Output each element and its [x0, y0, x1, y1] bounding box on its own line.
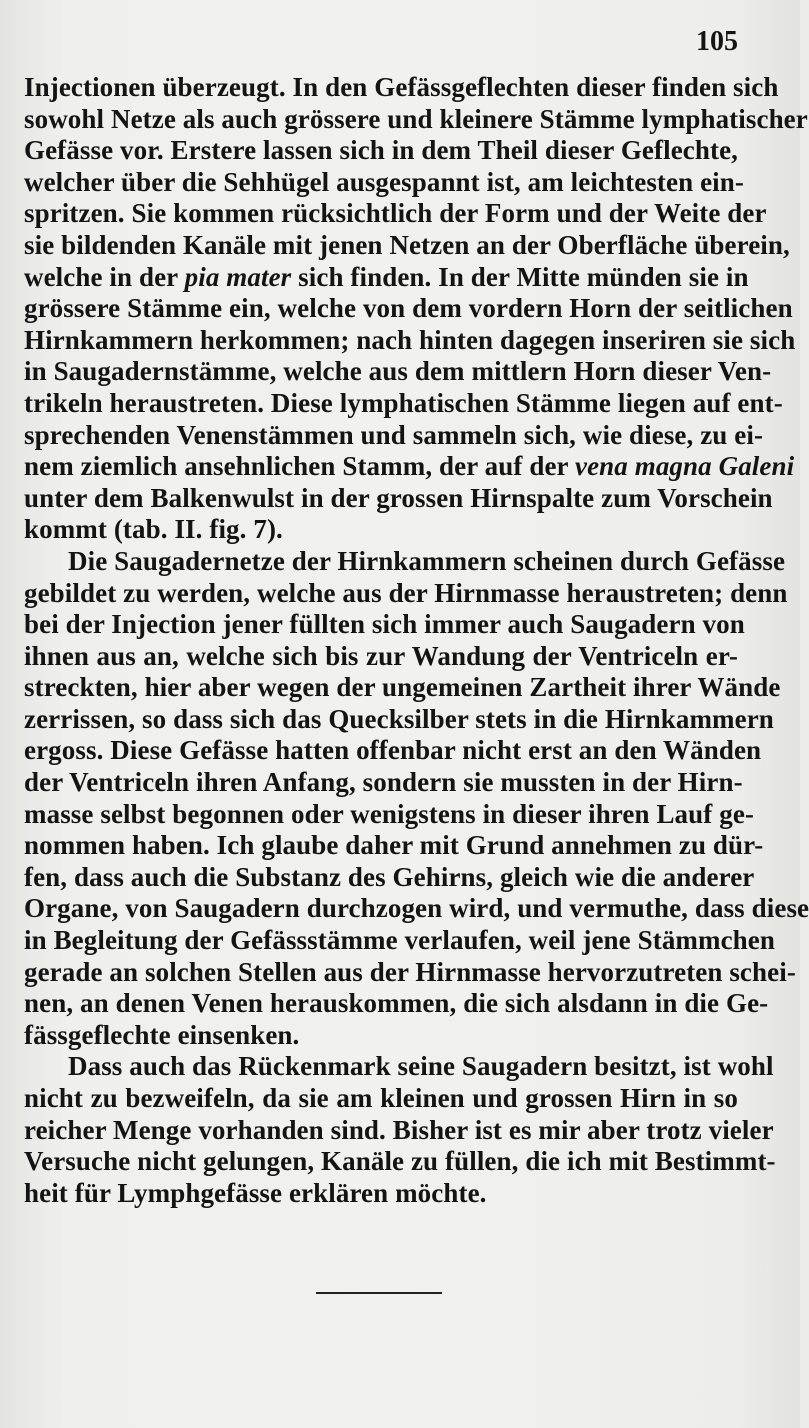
text-line: [24, 735, 762, 767]
text-segment: Organe, von Saugadern durchzogen wird, und vermuthe, dass diese: [24, 893, 809, 924]
text-segment: sowohl Netze als auch grössere und kleinere Stämme lymphatischer: [24, 103, 808, 134]
text-line: [24, 419, 764, 452]
text-segment: nen, an denen Venen herauskommen, die sich alsdann in die Ge-: [24, 988, 769, 1019]
text-line: [24, 1051, 774, 1083]
text-segment: in Saugadernstämme, welche aus dem mittlern Horn dieser Ven-: [24, 356, 772, 387]
text-segment: bei der Injection jener füllten sich immer auch Saugadern von: [24, 609, 745, 640]
text-line: [24, 1083, 738, 1115]
text-segment: sie bildenden Kanäle mit jenen Netzen an der Oberfläche überein,: [24, 229, 790, 260]
page-number: 105: [696, 26, 738, 57]
text-line: [24, 356, 772, 388]
paragraph: [24, 1051, 776, 1209]
text-line: [24, 798, 754, 831]
section-rule: [316, 1292, 442, 1294]
text-segment: Versuche nicht gelungen, Kanäle zu füllen, die ich mit Bestimmt-: [24, 1146, 776, 1177]
text-segment: nicht zu bezweifeln, da sie am kleinen und grossen Hirn in so: [24, 1083, 738, 1113]
text-segment: heit für Lymphgefässe erklären möchte.: [24, 1177, 487, 1208]
text-segment: in Begleitung der Gefässstämme verlaufen, weil jene Stämmchen: [24, 925, 775, 956]
text-line: [24, 261, 749, 294]
text-segment: spritzen. Sie kommen rücksichtlich der Form und der Weite der: [24, 198, 767, 229]
text-segment: Die Saugadernetze der Hirnkammern scheinen durch Gefässe: [68, 545, 786, 576]
text-line: [24, 103, 808, 136]
text-segment: Injectionen überzeugt. In den Gefässgeflechten dieser finden sich: [24, 72, 779, 102]
text-line: [24, 451, 795, 483]
text-line: [24, 767, 743, 799]
paragraph: [24, 72, 808, 546]
text-line: [24, 988, 769, 1020]
text-segment: streckten, hier aber wegen der ungemeinen Zartheit ihrer Wände: [24, 672, 781, 703]
text-segment: fen, dass auch die Substanz des Gehirns, gleich wie die anderer: [24, 861, 755, 892]
text-line: [24, 609, 745, 641]
text-segment: ergoss. Diese Gefässe hatten offenbar nicht erst an den Wänden: [24, 735, 762, 766]
text-segment: grössere Stämme ein, welche von dem vordern Horn der seitlichen: [24, 293, 793, 324]
paragraph: [24, 545, 809, 1052]
text-segment: Dass auch das Rückenmark seine Saugadern besitzt, ist wohl: [68, 1051, 774, 1082]
text-segment: welche in der: [24, 261, 185, 292]
text-segment: trikeln heraustreten. Diese lymphatischen Stämme liegen auf ent-: [24, 387, 783, 418]
text-segment: ihnen aus an, welche sich bis zur Wandung der Ventriceln er-: [24, 640, 738, 671]
text-segment: fässgeflechte einsenken.: [24, 1019, 300, 1050]
text-segment: gerade an solchen Stellen aus der Hirnmasse hervorzutreten schei-: [24, 956, 796, 987]
text-line: [24, 1178, 738, 1210]
body-text: [24, 72, 809, 1209]
text-segment: Gefässe vor. Erstere lassen sich in dem Theil dieser Geflechte,: [24, 135, 738, 166]
text-segment: welcher über die Sehhügel ausgespannt ist, am leichtesten ein-: [24, 166, 744, 197]
text-line: [24, 135, 738, 167]
text-line: [24, 198, 767, 230]
text-line: [24, 672, 781, 704]
text-segment: nommen haben. Ich glaube daher mit Grund annehmen zu dür-: [24, 830, 764, 861]
text-line: [24, 1146, 776, 1178]
text-line: [24, 1020, 738, 1052]
text-segment: der Ventriceln ihren Anfang, sondern sie mussten in der Hirn-: [24, 767, 743, 798]
text-line: [24, 956, 796, 989]
text-segment: sich finden. In der Mitte münden sie in: [291, 261, 749, 292]
text-line: [24, 387, 783, 420]
text-segment: kommt (tab. II. fig. 7).: [24, 514, 283, 545]
text-segment: zerrissen, so dass sich das Quecksilber stets in die Hirnkammern: [24, 703, 774, 734]
text-line: [24, 514, 738, 546]
text-line: [24, 703, 774, 736]
text-segment: reicher Menge vorhanden sind. Bisher ist es mir aber trotz vieler: [24, 1114, 774, 1145]
text-line: [24, 166, 744, 199]
text-segment: nem ziemlich ansehnlichen Stamm, der auf der: [24, 451, 575, 482]
italic-term: pia mater: [184, 261, 292, 292]
text-line: [24, 925, 775, 957]
text-line: [24, 545, 786, 578]
text-segment: gebildet zu werden, welche aus der Hirnmasse heraustreten; denn: [24, 577, 788, 608]
text-line: [24, 830, 764, 862]
text-line: [24, 861, 755, 894]
text-segment: masse selbst begonnen oder wenigstens in dieser ihren Lauf ge-: [24, 798, 754, 829]
text-line: [24, 229, 790, 262]
text-line: [24, 293, 793, 325]
text-segment: sprechenden Venenstämmen und sammeln sich, wie diese, zu ei-: [24, 419, 764, 450]
text-line: [24, 577, 788, 610]
text-line: [24, 641, 738, 673]
text-line: [24, 324, 796, 357]
text-line: [24, 72, 779, 104]
text-line: [24, 1114, 774, 1147]
text-segment: Hirnkammern herkommen; nach hinten dagegen inseriren sie sich: [24, 324, 796, 355]
text-segment: unter dem Balkenwulst in der grossen Hirnspalte zum Vorschein: [24, 482, 773, 513]
italic-term: vena magna Galeni: [575, 451, 795, 482]
text-line: [24, 482, 773, 515]
text-line: [24, 893, 809, 925]
